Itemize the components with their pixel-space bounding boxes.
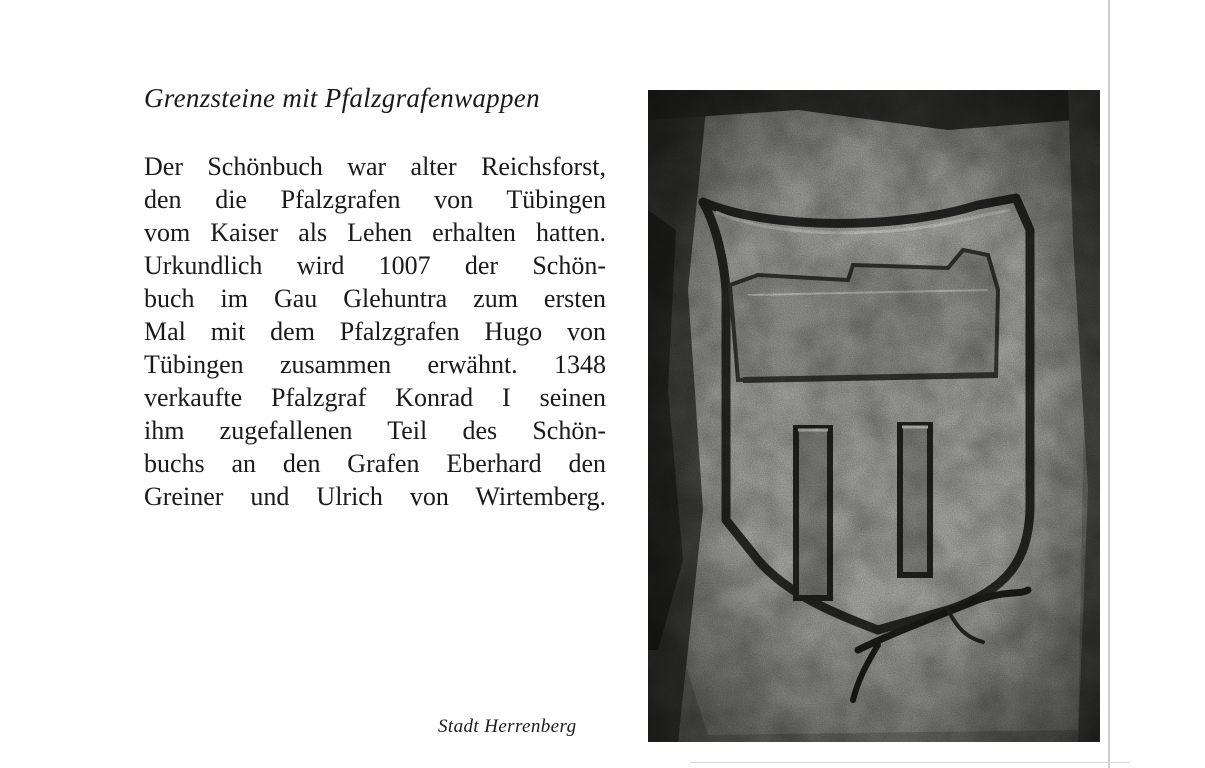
body-line: Der Schönbuch war alter Reichsforst, bbox=[144, 152, 606, 181]
page-edge bbox=[1108, 0, 1110, 768]
body-line: buch im Gau Glehuntra zum ersten bbox=[144, 284, 606, 313]
page-edge-bottom bbox=[690, 762, 1130, 763]
body-line: Tübingen zusammen erwähnt. 1348 bbox=[144, 350, 606, 379]
boundary-stone-photo bbox=[648, 90, 1100, 742]
body-line: verkaufte Pfalzgraf Konrad I seinen bbox=[144, 383, 606, 412]
body-line: den die Pfalzgrafen von Tübingen bbox=[144, 185, 606, 214]
body-line: Urkundlich wird 1007 der Schön- bbox=[144, 251, 606, 280]
body-line: Mal mit dem Pfalzgrafen Hugo von bbox=[144, 317, 606, 346]
body-line: vom Kaiser als Lehen erhalten hatten. bbox=[144, 218, 606, 247]
photo-credit: Stadt Herrenberg bbox=[438, 716, 577, 737]
article-heading: Grenzsteine mit Pfalzgrafenwappen bbox=[144, 83, 540, 113]
body-line: ihm zugefallenen Teil des Schön- bbox=[144, 416, 606, 445]
body-line: buchs an den Grafen Eberhard den bbox=[144, 449, 606, 478]
article-body bbox=[144, 150, 606, 513]
body-line: Greiner und Ulrich von Wirtemberg. bbox=[144, 482, 606, 511]
